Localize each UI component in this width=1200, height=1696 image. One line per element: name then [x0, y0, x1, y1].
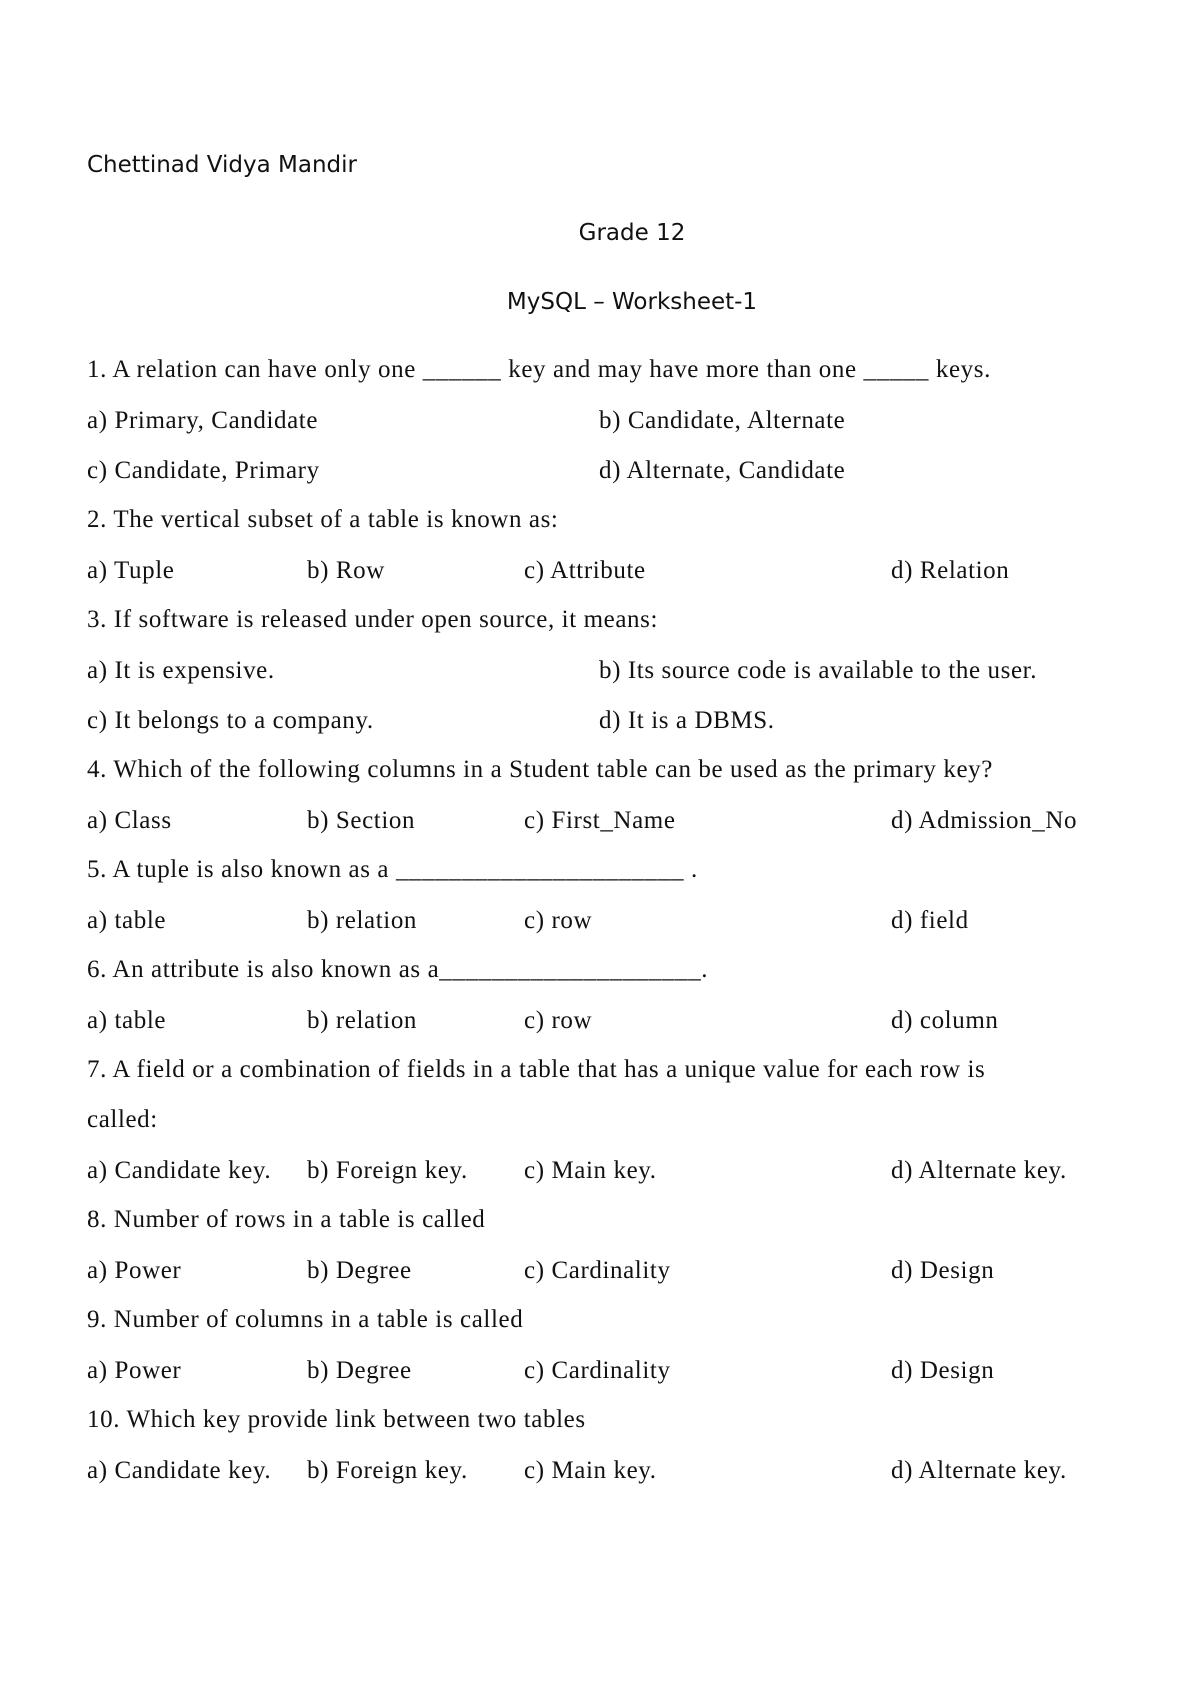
option-c: c) Main key. [524, 1157, 657, 1184]
option-d: d) Alternate key. [891, 1457, 1067, 1484]
option-a: a) Tuple [87, 557, 175, 584]
option-b: b) Degree [307, 1357, 412, 1384]
option-d: d) field [891, 907, 969, 934]
option-d: d) Relation [891, 557, 1010, 584]
option-d: d) Admission_No [891, 807, 1078, 834]
question-1-options-row-1 [87, 407, 1147, 437]
option-c: c) First_Name [524, 807, 676, 834]
question-9: 9. Number of columns in a table is called [87, 1306, 524, 1333]
option-c: c) Attribute [524, 557, 646, 584]
question-9-options [87, 1357, 1147, 1387]
option-a: a) Candidate key. [87, 1157, 272, 1184]
option-b: b) Its source code is available to the user. [599, 657, 1038, 684]
option-b: b) Candidate, Alternate [599, 407, 846, 434]
question-4-options [87, 807, 1147, 837]
option-a: a) table [87, 1007, 167, 1034]
option-a: a) It is expensive. [87, 657, 275, 684]
question-4: 4. Which of the following columns in a Student table can be used as the primary key? [87, 756, 993, 783]
option-c: c) Main key. [524, 1457, 657, 1484]
question-6-options [87, 1007, 1147, 1037]
option-c: c) Cardinality [524, 1257, 671, 1284]
worksheet-title: MySQL – Worksheet-1 [506, 289, 758, 315]
option-a: a) Primary, Candidate [87, 407, 319, 434]
option-c: c) It belongs to a company. [87, 707, 374, 734]
option-b: b) Row [307, 557, 385, 584]
option-a: a) Class [87, 807, 172, 834]
question-3: 3. If software is released under open source, it means: [87, 606, 658, 633]
question-8-options [87, 1257, 1147, 1287]
question-10: 10. Which key provide link between two tables [87, 1406, 586, 1433]
question-3-options-row-1 [87, 657, 1147, 687]
question-8: 8. Number of rows in a table is called [87, 1206, 486, 1233]
option-d: d) It is a DBMS. [599, 707, 775, 734]
question-5: 5. A tuple is also known as a ______________________ . [87, 856, 698, 883]
question-6: 6. An attribute is also known as a____________________. [87, 956, 709, 983]
option-c: c) row [524, 1007, 593, 1034]
option-d: d) Alternate, Candidate [599, 457, 846, 484]
option-b: b) Foreign key. [307, 1157, 468, 1184]
option-b: b) Degree [307, 1257, 412, 1284]
question-7-line-1: 7. A field or a combination of fields in a table that has a unique value for each row is [87, 1056, 986, 1083]
option-a: a) table [87, 907, 167, 934]
question-1: 1. A relation can have only one ______ key and may have more than one _____ keys. [87, 356, 991, 383]
question-2-options [87, 557, 1147, 587]
option-d: d) Design [891, 1357, 995, 1384]
question-10-options [87, 1457, 1147, 1487]
option-c: c) Candidate, Primary [87, 457, 320, 484]
school-name: Chettinad Vidya Mandir [87, 152, 357, 178]
option-b: b) Foreign key. [307, 1457, 468, 1484]
option-c: c) Cardinality [524, 1357, 671, 1384]
question-3-options-row-2 [87, 707, 1147, 737]
question-7-line-2: called: [87, 1106, 158, 1133]
option-b: b) Section [307, 807, 416, 834]
question-2: 2. The vertical subset of a table is known as: [87, 506, 559, 533]
question-1-options-row-2 [87, 457, 1147, 487]
option-b: b) relation [307, 907, 418, 934]
option-c: c) row [524, 907, 593, 934]
option-b: b) relation [307, 1007, 418, 1034]
option-d: d) Design [891, 1257, 995, 1284]
option-d: d) column [891, 1007, 999, 1034]
option-a: a) Power [87, 1257, 182, 1284]
grade-heading: Grade 12 [578, 220, 686, 246]
question-7-options [87, 1157, 1147, 1187]
option-d: d) Alternate key. [891, 1157, 1067, 1184]
option-a: a) Power [87, 1357, 182, 1384]
option-a: a) Candidate key. [87, 1457, 272, 1484]
question-5-options [87, 907, 1147, 937]
